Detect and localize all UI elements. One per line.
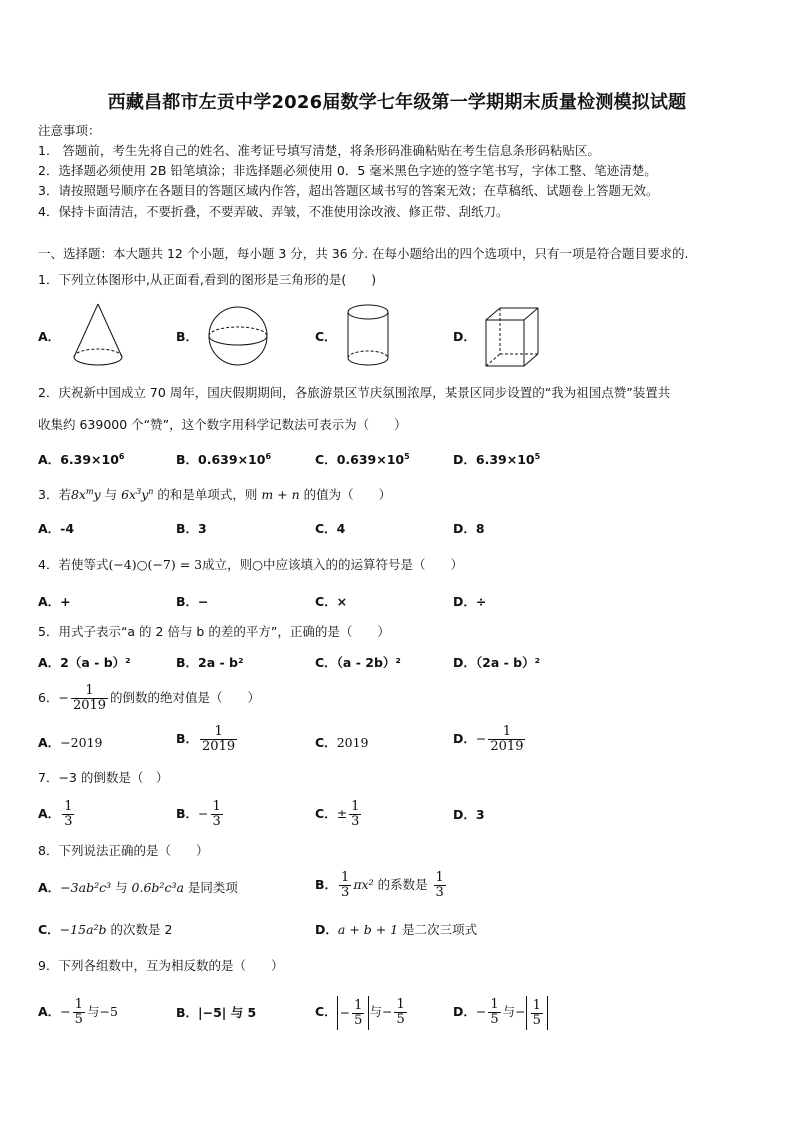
q4-option-c: C．× xyxy=(315,594,348,609)
question-3-stem: 3．若$8x^my$ 与 $6x^3y^n$ 的和是单项式，则 m + n 的值为（ ） xyxy=(38,487,392,503)
q6-option-a: A．−2019 xyxy=(38,735,103,750)
question-7-stem: 7．−3 的倒数是（ ） xyxy=(38,770,169,785)
section-heading: 一、选择题：本大题共 12 个小题，每小题 3 分，共 36 分. 在每小题给出的四个选项中，只有一项是符合题目要求的. xyxy=(38,246,689,261)
q7-option-c: C．± $\frac{1}{3}$ xyxy=(315,799,360,829)
q6-option-c: C．2019 xyxy=(315,735,369,750)
q1-option-a-label: A． xyxy=(38,329,61,344)
q8-option-b: B． $\frac{1}{3}$ πx² 的系数是 $\frac{1}{3}$ xyxy=(315,870,444,900)
question-4-stem: 4．若使等式(−4)○(−7) = 3成立，则○中应该填入的的运算符号是（ ） xyxy=(38,557,464,572)
q8-option-a: A．−3ab²c³ 与 0.6b²c³a 是同类项 xyxy=(38,880,238,895)
q3-option-a: A．-4 xyxy=(38,521,75,536)
q4-option-d: D．÷ xyxy=(453,594,487,609)
notice-item: 2．选择题必须使用 2B 铅笔填涂；非选择题必须使用 0．5 毫米黑色字迹的签字笔书写，字体工整、笔迹清楚。 xyxy=(38,163,657,178)
question-6-stem: 6．− $\frac{1}{2019}$ 的倒数的绝对值是（ ） xyxy=(38,683,261,713)
q2-option-a: A．$6.39\times 10^6$ xyxy=(38,452,125,468)
page-title: 西藏昌都市左贡中学2026届数学七年级第一学期期末质量检测模拟试题 xyxy=(107,92,687,113)
q7-option-d: D．3 xyxy=(453,807,485,822)
q2-option-b: B．$0.639\times 10^6$ xyxy=(176,452,272,468)
q7-option-a: A． $\frac{1}{3}$ xyxy=(38,799,73,829)
q9-option-b: B．|−5| 与 5 xyxy=(176,1005,257,1020)
notice-item: 1. 答题前，考生先将自己的姓名、准考证号填写清楚，将条形码准确粘贴在考生信息条形码粘贴区。 xyxy=(38,143,600,158)
q9-option-a: A．− $\frac{1}{5}$ 与−5 xyxy=(38,997,118,1027)
q3-option-c: C．4 xyxy=(315,521,346,536)
question-1-stem: 1．下列立体图形中,从正面看,看到的图形是三角形的是( ) xyxy=(38,272,377,287)
q1-option-c-label: C． xyxy=(315,329,337,344)
q1-option-d-label: D． xyxy=(453,329,476,344)
q9-option-d: D．− $\frac{1}{5}$ 与− $\frac{1}{5}$ xyxy=(453,995,548,1030)
q4-option-a: A．+ xyxy=(38,594,71,609)
notice-item: 4．保持卡面清洁，不要折叠，不要弄破、弄皱，不准使用涂改液、修正带、刮纸刀。 xyxy=(38,204,509,219)
q5-option-b: B．2a - b² xyxy=(176,655,244,670)
question-9-stem: 9．下列各组数中，互为相反数的是（ ） xyxy=(38,958,284,973)
question-2-stem: 2．庆祝新中国成立 70 周年，国庆假期期间，各旅游景区节庆氛围浓厚，某景区同步设置的“我为祖国点赞”装置共 xyxy=(38,385,671,400)
q8-option-d: D．a + b + 1 是二次三项式 xyxy=(315,922,478,937)
q5-option-c: C．（a - 2b）² xyxy=(315,655,401,670)
question-8-stem: 8．下列说法正确的是（ ） xyxy=(38,843,209,858)
sphere-icon xyxy=(207,305,269,367)
notice-heading: 注意事项： xyxy=(38,123,101,138)
q4-option-b: B．− xyxy=(176,594,209,609)
q9-option-c: C． − $\frac{1}{5}$ 与− $\frac{1}{5}$ xyxy=(315,997,405,1028)
q7-option-b: B．− $\frac{1}{3}$ xyxy=(176,799,221,829)
q2-option-d: D．$6.39\times 10^5$ xyxy=(453,452,541,468)
q8-option-c: C．−15a²b 的次数是 2 xyxy=(38,922,173,937)
q2-option-c: C．$0.639\times 10^5$ xyxy=(315,452,410,468)
q6-option-d: D．− $\frac{1}{2019}$ xyxy=(453,724,524,754)
q1-option-b-label: B． xyxy=(176,329,199,344)
cuboid-icon xyxy=(484,306,540,370)
q6-option-b: B． $\frac{1}{2019}$ xyxy=(176,724,236,754)
question-2-stem-cont: 收集约 639000 个“赞”，这个数字用科学记数法可表示为（ ） xyxy=(38,417,407,432)
q3-option-b: B．3 xyxy=(176,521,207,536)
q5-option-d: D．（2a - b）² xyxy=(453,655,541,670)
q3-option-d: D．8 xyxy=(453,521,485,536)
cone-icon xyxy=(70,302,126,370)
question-5-stem: 5．用式子表示“a 的 2 倍与 b 的差的平方”，正确的是（ ） xyxy=(38,624,390,639)
q5-option-a: A．2（a - b）² xyxy=(38,655,131,670)
cylinder-icon xyxy=(345,302,391,370)
notice-item: 3．请按照题号顺序在各题目的答题区域内作答，超出答题区域书写的答案无效；在草稿纸、试题卷上答题无效。 xyxy=(38,183,659,198)
